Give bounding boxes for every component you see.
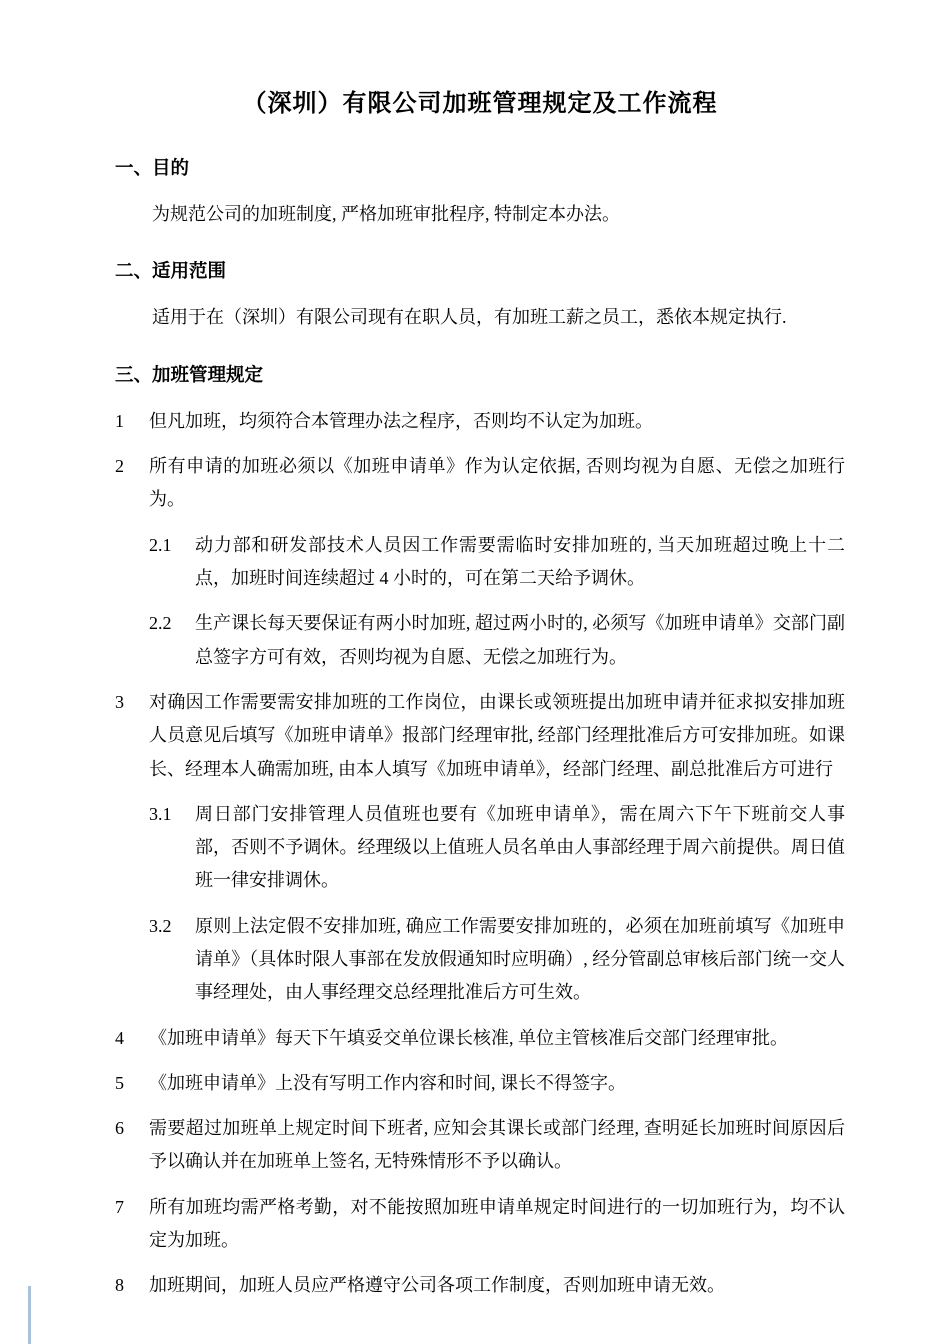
item-number: 2 (115, 456, 124, 477)
list-item (115, 1067, 845, 1100)
item-number: 3.2 (149, 915, 172, 936)
section-heading-scope: 二、适用范围 (115, 262, 227, 283)
item-number: 5 (115, 1072, 124, 1093)
list-item (115, 607, 845, 674)
item-number: 7 (115, 1196, 124, 1217)
list-item (115, 798, 845, 898)
list-item (115, 1112, 845, 1179)
item-number: 4 (115, 1027, 124, 1048)
item-number: 3 (115, 691, 124, 712)
list-item (115, 450, 845, 517)
list-item (115, 1191, 845, 1258)
list-item (115, 405, 845, 438)
list-item (115, 686, 845, 786)
item-number: 1 (115, 410, 124, 431)
section-paragraph-purpose: 为规范公司的加班制度, 严格加班审批程序, 特制定本办法。 (152, 203, 620, 224)
item-text: 周日部门安排管理人员值班也要有《加班申请单》，需在周六下午下班前交人事部，否则不予调休。经理级以上值班人员名单由人事部经理于周六前提供。周日值班一律安排调休。 (195, 803, 845, 891)
item-number: 2.2 (149, 613, 172, 634)
list-item (115, 1269, 845, 1302)
item-number: 3.1 (149, 803, 172, 824)
item-text: 但凡加班，均须符合本管理办法之程序，否则均不认定为加班。 (149, 410, 653, 431)
list-item (115, 529, 845, 596)
item-number: 6 (115, 1118, 124, 1139)
list-item (115, 910, 845, 1010)
item-text: 所有申请的加班必须以《加班申请单》作为认定依据, 否则均视为自愿、无偿之加班行为。 (149, 456, 845, 510)
item-text: 加班期间，加班人员应严格遵守公司各项工作制度，否则加班申请无效。 (149, 1275, 725, 1296)
page-title: （深圳）有限公司加班管理规定及工作流程 (242, 91, 718, 117)
item-number: 2.1 (149, 534, 172, 555)
item-text: 动力部和研发部技术人员因工作需要需临时安排加班的, 当天加班超过晚上十二点，加班时间连续超过 4 小时的，可在第二天给予调休。 (195, 534, 845, 589)
item-number: 8 (115, 1275, 124, 1296)
list-item (115, 1022, 845, 1055)
page-edge-mark (28, 1286, 31, 1344)
section-heading-purpose: 一、目的 (115, 158, 190, 179)
section-paragraph-scope: 适用于在（深圳）有限公司现有在职人员，有加班工薪之员工，悉依本规定执行. (152, 307, 787, 328)
section-heading-rules: 三、加班管理规定 (115, 365, 264, 386)
item-text: 所有加班均需严格考勤，对不能按照加班申请单规定时间进行的一切加班行为，均不认定为加班。 (149, 1196, 845, 1251)
item-text: 原则上法定假不安排加班, 确应工作需要安排加班的，必须在加班前填写《加班申请单》（具体时限人事部在发放假通知时应明确）, 经分管副总审核后部门统一交人事经理处，由人事经理交总经理批准后方可生效。 (195, 915, 845, 1003)
item-text: 《加班申请单》上没有写明工作内容和时间, 课长不得签字。 (149, 1072, 626, 1093)
item-text: 需要超过加班单上规定时间下班者, 应知会其课长或部门经理, 查明延长加班时间原因后予以确认并在加班单上签名, 无特殊情形不予以确认。 (149, 1118, 845, 1172)
item-text: 对确因工作需要需安排加班的工作岗位，由课长或领班提出加班申请并征求拟安排加班人员意见后填写《加班申请单》报部门经理审批, 经部门经理批准后方可安排加班。如课长、经理本人确需加班, 由本人填写《加班申请单》，经部门经理、副总批准后方可进行 (149, 691, 845, 779)
item-text: 《加班申请单》每天下午填妥交单位课长核准, 单位主管核准后交部门经理审批。 (149, 1027, 788, 1048)
item-text: 生产课长每天要保证有两小时加班, 超过两小时的, 必须写《加班申请单》交部门副总签字方可有效，否则均视为自愿、无偿之加班行为。 (195, 613, 845, 667)
